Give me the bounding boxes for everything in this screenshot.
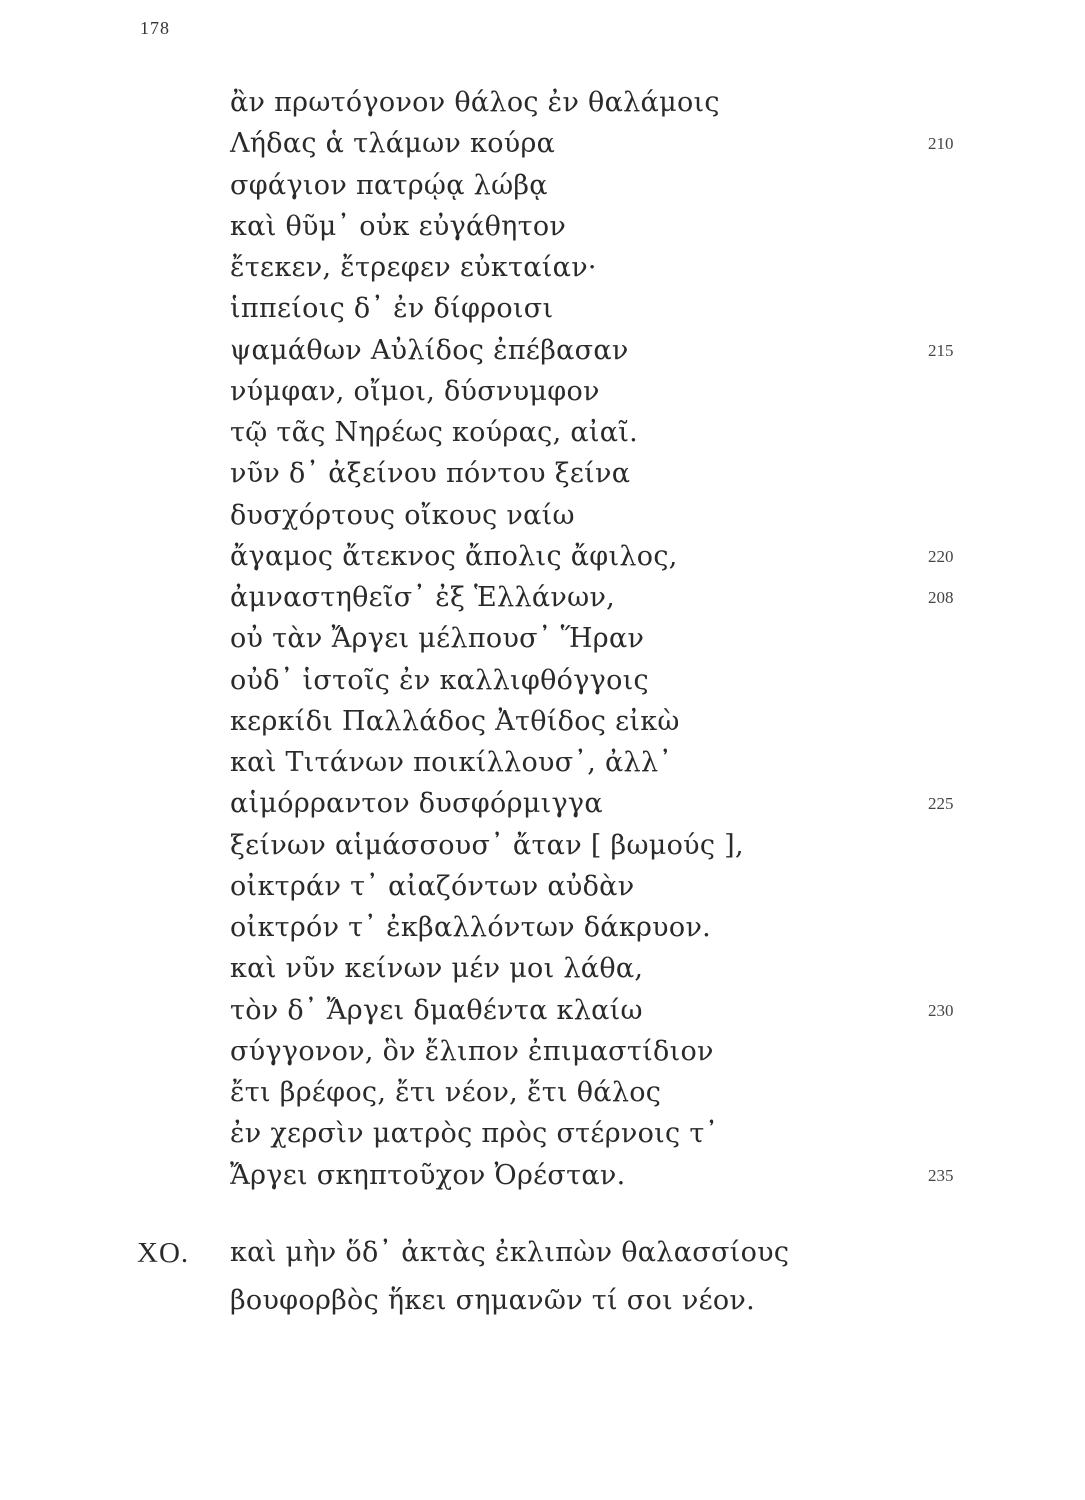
verse-text: οἰκτράν τ᾽ αἰαζόντων αὐδὰν bbox=[230, 870, 635, 902]
verse-text: οὐ τὰν Ἄργει μέλπουσ᾽ Ἥραν bbox=[230, 623, 645, 655]
speech-text: καὶ μὴν ὅδ᾽ ἀκτὰς ἐκλιπὼν θαλασσίους bbox=[230, 1237, 790, 1268]
verse-text: κερκίδι Παλλάδος Ἀτθίδος εἰκὼ bbox=[230, 705, 680, 737]
verse-line bbox=[0, 168, 1085, 209]
verse-line bbox=[0, 745, 1085, 786]
line-number: 215 bbox=[928, 340, 954, 360]
verse-text: Λήδας ἁ τλάμων κούρα bbox=[230, 128, 556, 160]
verse-line bbox=[0, 1075, 1085, 1116]
verse-line bbox=[0, 580, 1085, 621]
verse-text: σύγγονον, ὃν ἔλιπον ἐπιμαστίδιον bbox=[230, 1035, 714, 1067]
chorus-speech bbox=[0, 1235, 1085, 1331]
verse-line bbox=[0, 663, 1085, 704]
verse-text: ἄγαμος ἄτεκνος ἄπολις ἄφιλος, bbox=[230, 540, 678, 572]
verse-line bbox=[0, 539, 1085, 580]
verse-line bbox=[0, 1034, 1085, 1075]
verse-line bbox=[0, 828, 1085, 869]
verse-text: οὐδ᾽ ἱστοῖς ἐν καλλιφθόγγοις bbox=[230, 664, 649, 696]
verse-line bbox=[0, 415, 1085, 456]
verse-line bbox=[0, 209, 1085, 250]
verse-text: Ἄργει σκηπτοῦχον Ὀρέσταν. bbox=[230, 1159, 626, 1191]
verse-text: ἔτι βρέφος, ἔτι νέον, ἔτι θάλος bbox=[230, 1077, 662, 1108]
verse-text: καὶ Τιτάνων ποικίλλουσ᾽, ἀλλ᾽ bbox=[230, 747, 673, 778]
verse-line bbox=[0, 126, 1085, 167]
verse-line bbox=[0, 291, 1085, 332]
page-number: 178 bbox=[140, 18, 170, 38]
verse-line bbox=[0, 993, 1085, 1034]
verse-line bbox=[0, 704, 1085, 745]
speech-line bbox=[0, 1283, 1085, 1331]
verse-text: ἂν πρωτόγονον θάλος ἐν θαλάμοις bbox=[230, 87, 720, 118]
line-number: 220 bbox=[928, 546, 954, 566]
verse-text: νῦν δ᾽ ἀξείνου πόντου ξείνα bbox=[230, 458, 631, 490]
verse-line bbox=[0, 333, 1085, 374]
speaker-label: ΧΟ. bbox=[137, 1237, 190, 1269]
line-number: 230 bbox=[928, 1000, 954, 1020]
verse-text: ἱππείοις δ᾽ ἐν δίφροισι bbox=[230, 293, 554, 325]
verse-text: σφάγιον πατρῴᾳ λώβᾳ bbox=[230, 169, 548, 201]
verse-line bbox=[0, 374, 1085, 415]
line-number: 235 bbox=[928, 1165, 954, 1185]
verse-text: δυσχόρτους οἴκους ναίω bbox=[230, 499, 575, 531]
verse-line bbox=[0, 1116, 1085, 1157]
verse-line bbox=[0, 951, 1085, 992]
verse-text: ξείνων αἱμάσσουσ᾽ ἄταν [ βωμούς ], bbox=[230, 829, 744, 861]
line-number: 225 bbox=[928, 794, 954, 814]
line-number: 210 bbox=[928, 134, 954, 154]
verse-text: καὶ νῦν κείνων μέν μοι λάθα, bbox=[230, 953, 644, 985]
verse-line bbox=[0, 250, 1085, 291]
verse-line bbox=[0, 786, 1085, 827]
verse-text: ἔτεκεν, ἔτρεφεν εὐκταίαν· bbox=[230, 252, 597, 283]
verse-text: καὶ θῦμ᾽ οὐκ εὐγάθητον bbox=[230, 210, 567, 242]
verse-line bbox=[0, 498, 1085, 539]
verse-text: τῷ τᾶς Νηρέως κούρας, αἰαῖ. bbox=[230, 417, 639, 448]
verse-line bbox=[0, 621, 1085, 662]
verse-line bbox=[0, 869, 1085, 910]
verse-text: τὸν δ᾽ Ἄργει δμαθέντα κλαίω bbox=[230, 994, 643, 1026]
verse-line bbox=[0, 1158, 1085, 1199]
verse-line bbox=[0, 85, 1085, 126]
speech-line bbox=[0, 1235, 1085, 1283]
verse-text: ἐν χερσὶν ματρὸς πρὸς στέρνοις τ᾽ bbox=[230, 1118, 719, 1150]
verse-text: οἰκτρόν τ᾽ ἐκβαλλόντων δάκρυον. bbox=[230, 912, 712, 943]
line-number: 208 bbox=[928, 588, 954, 607]
verse-line bbox=[0, 456, 1085, 497]
speech-text: βουφορβὸς ἥκει σημανῶν τί σοι νέον. bbox=[230, 1285, 756, 1316]
verse-text: ψαμάθων Αὐλίδος ἐπέβασαν bbox=[230, 334, 629, 366]
verse-line bbox=[0, 910, 1085, 951]
verse-text: ἀμναστηθεῖσ᾽ ἐξ Ἑλλάνων, bbox=[230, 582, 616, 613]
verse-block bbox=[0, 85, 1085, 1199]
verse-text: αἱμόρραντον δυσφόρμιγγα bbox=[230, 788, 603, 820]
verse-text: νύμφαν, οἴμοι, δύσνυμφον bbox=[230, 375, 600, 407]
